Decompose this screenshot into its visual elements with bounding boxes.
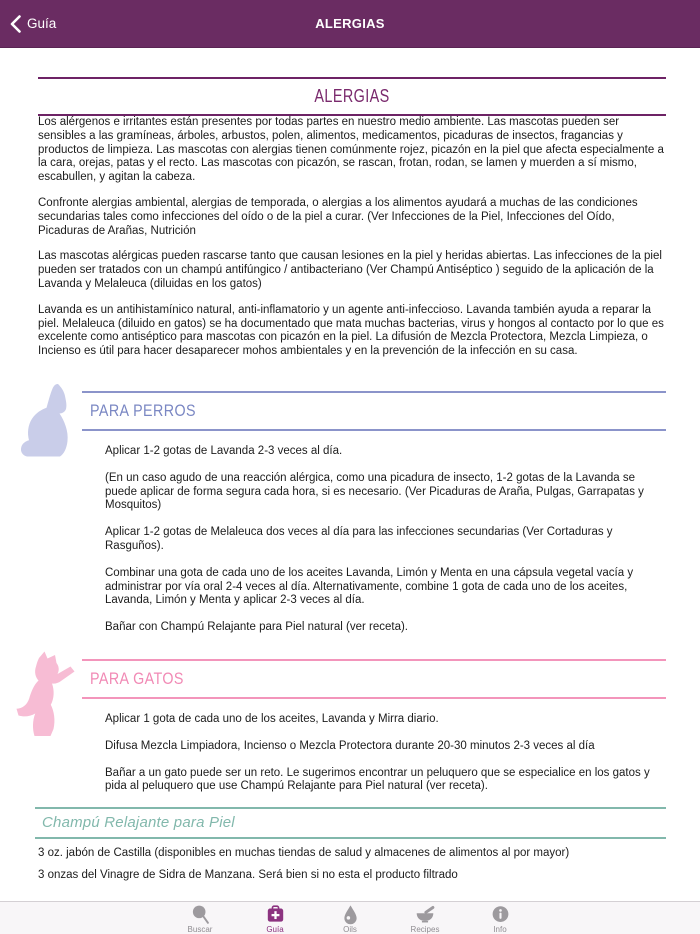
cats-paragraph: Difusa Mezcla Limpiadora, Incienso o Mezcla Protectora durante 20-30 minutos 2-3 veces al día: [105, 739, 595, 752]
dog-silhouette-icon: [12, 383, 78, 464]
section-body-dogs: [105, 445, 666, 635]
tab-bar: [0, 901, 700, 934]
ingredient-line: 3 onzas del Vinagre de Sidra de Manzana. Será bien si no esta el producto filtrado: [38, 868, 458, 881]
ingredient-line: 3 oz. jabón de Castilla (disponibles en muchas tiendas de salud y almacenes de alimentos al por mayor): [38, 847, 570, 860]
section-title-dogs: PARA PERROS: [90, 400, 196, 420]
info-icon: [490, 904, 511, 925]
tab-label: Oils: [343, 925, 357, 934]
recipe-title-block: [35, 807, 666, 839]
document-title-block: [38, 77, 666, 116]
tab-info[interactable]: [463, 902, 538, 934]
navigation-bar: [0, 0, 700, 48]
dogs-paragraph: Bañar con Champú Relajante para Piel natural (ver receta).: [105, 621, 408, 634]
search-icon: [190, 904, 211, 925]
intro-paragraph: Los alérgenos e irritantes están presentes por todas partes en nuestro medio ambiente. Las mascotas pueden ser sensibles a las gramíneas, árboles, arbustos, polen, alimentos, medicamentos, picaduras de insectos, fragancias y productos de limpieza. Las mascotas con alergias tienen comúnmente rojez, picazón en la piel que afecta especialmente a la cara, orejas, patas y el recto. Las mascotas con picazón, se rascan, frotan, rodan, se lamen y muerden a sí mismo, escabullen, y agitan la cabeza.: [38, 116, 664, 184]
tab-buscar[interactable]: [163, 902, 238, 934]
tab-label: Recipes: [410, 925, 440, 934]
back-button[interactable]: [10, 15, 56, 33]
tab-oils[interactable]: [313, 902, 388, 934]
oil-drop-icon: [340, 904, 361, 925]
section-dogs: [38, 391, 666, 635]
dogs-paragraph: (En un caso agudo de una reacción alérgica, como una picadura de insecto, 1-2 gotas de la Lavanda se puede aplicar de forma segura cada hora, si es necesario. (Ver Picaduras de Araña, Pulgas, Garrapatas y Mosquitos): [105, 471, 644, 512]
tab-label: Buscar: [187, 925, 213, 934]
tab-guia[interactable]: [238, 902, 313, 934]
intro-paragraph: Las mascotas alérgicas pueden rascarse tanto que causan lesiones en la piel y heridas abiertas. Las infecciones de la piel pueden ser tratados con un champú antifúngico / antibacteriano (Ver Champú Antiséptico ) seguido de la aplicación de la Lavanda y Melaleuca (diluidas en los gatos): [38, 250, 662, 290]
back-chevron-icon: [10, 15, 21, 33]
first-aid-kit-icon: [265, 904, 286, 925]
intro-paragraph: Lavanda es un antihistamínico natural, anti-inflamatorio y un agente anti-infeccioso. Lavanda también ayuda a reparar la piel. Melaleuca (diluido en gatos) se ha documentado que mata muchas bacterias, virus y hongos al contacto por lo que es excelente como antiséptico para mascotas con picazón en la piel. La difusión de Mezcla Protectora, Mezcla Limpieza, o Incienso es útil para hacer desaparecer mohos ambientales y en la prevención de la infección en su casa.: [38, 303, 664, 358]
section-title-cats: PARA GATOS: [90, 668, 184, 688]
back-button-label: Guía: [27, 16, 57, 31]
section-header-cats: [82, 659, 666, 699]
recipe-ingredients: [38, 847, 666, 883]
dogs-paragraph: Combinar una gota de cada uno de los aceites Lavanda, Limón y Menta en una cápsula vegetal vacía y administrar por vía oral 2-4 veces al día. Alternativamente, combine 1 gota de cada uno de los aceites, Lavanda, Limón y Menta y aplicar 2-3 veces al día.: [105, 566, 634, 607]
document-scroll-area[interactable]: [0, 48, 700, 901]
cats-paragraph: Aplicar 1 gota de cada uno de los aceites, Lavanda y Mirra diario.: [105, 712, 439, 725]
cats-paragraph: Bañar a un gato puede ser un reto. Le sugerimos encontrar un peluquero que se especialice en los gatos y pida al peluquero que use Champú Relajante para Piel natural (ver receta).: [105, 766, 650, 793]
section-header-dogs: [82, 391, 666, 431]
tab-label: Guía: [266, 925, 284, 934]
document-title: ALERGIAS: [314, 86, 390, 106]
section-cats: [38, 659, 666, 794]
dogs-paragraph: Aplicar 1-2 gotas de Melaleuca dos veces al día para las infecciones secundarias (Ver Cortaduras y Rasguños).: [105, 526, 613, 552]
intro-paragraph: Confronte alergias ambiental, alergias de temporada, o alergias a los alimentos ayudará a muchas de las condiciones secundarias tales como infecciones del oído o de la piel a curar. (Ver Infecciones de la Piel, Infecciones del Oído, Picaduras de Arañas, Nutrición: [38, 196, 638, 237]
tab-label: Info: [493, 925, 507, 934]
cat-silhouette-icon: [12, 651, 82, 744]
recipe-title: Champú Relajante para Piel: [42, 814, 235, 832]
nav-page-title: ALERGIAS: [315, 16, 385, 31]
tab-recipes[interactable]: [388, 902, 463, 934]
dogs-paragraph: Aplicar 1-2 gotas de Lavanda 2-3 veces al día.: [105, 444, 343, 457]
mortar-pestle-icon: [414, 904, 436, 925]
section-body-cats: [105, 713, 666, 794]
